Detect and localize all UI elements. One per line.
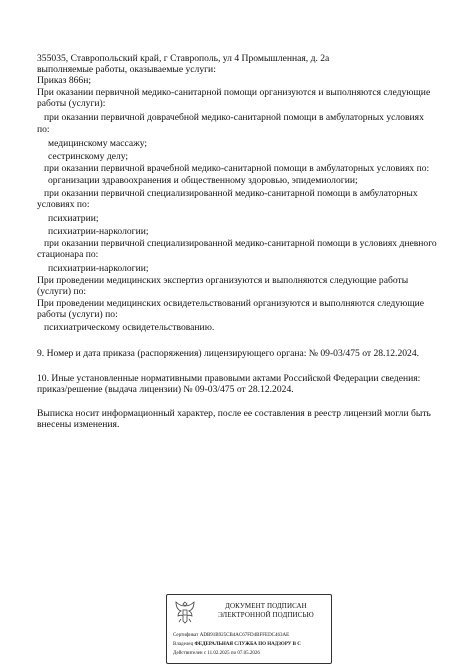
text-line: При проведении медицинских освидетельствований организуются и выполняются следующие [37,298,425,309]
disclaimer-line: Выписка носит информационный характер, после ее составления в реестр лицензий могли быть [37,408,431,419]
text-line: стационара по: [37,249,99,260]
text-line: При проведении медицинских экспертиз организуются и выполняются следующие работы [37,275,409,286]
stamp-title-line2: ЭЛЕКТРОННОЙ ПОДПИСЬЮ [218,611,314,619]
certificate-label: Сертификат [173,633,199,638]
address-line: 355035, Ставропольский край, г Ставрополь, ул 4 Промышленная, д. 2а [37,53,330,64]
stamp-title-line1: ДОКУМЕНТ ПОДПИСАН [225,602,307,610]
text-line: психиатрии-наркологии; [48,226,149,237]
coat-of-arms-icon [173,599,197,625]
text-line: психиатрическому освидетельствованию. [44,322,215,333]
text-line: организации здравоохранения и общественному здоровью, эпидемиологии; [48,175,358,186]
text-line: медицинскому массажу; [48,138,148,149]
text-line: сестринскому делу; [48,151,129,162]
stamp-owner-row [173,642,301,648]
text-line: при оказании первичной врачебной медико-санитарной помощи в амбулаторных условиях по: [44,163,430,174]
other-info-line: 10. Иные установленные нормативными правовыми актами Российской Федерации сведения: [37,373,421,384]
text-line: (услуги) по: [37,286,87,297]
text-line: Приказ 866н; [37,75,92,86]
owner-label: Владелец [173,642,194,647]
text-line: психиатрии-наркологии; [48,263,149,274]
stamp-validity-row [173,651,260,657]
stamp-certificate-row [173,633,289,639]
disclaimer-line: внесены изменения. [37,419,120,430]
text-line: психиатрии; [48,213,99,224]
other-info-line: приказ/решение (выдача лицензии) № 09-03/475 от 28.12.2024. [37,384,294,395]
validity-value: с 11.02.2025 по 07.05.2026 [203,651,260,656]
text-line: выполняемые работы, оказываемые услуги: [37,64,216,75]
electronic-signature-stamp [166,594,332,664]
order-number-line: 9. Номер и дата приказа (распоряжения) лицензирующего органа: № 09-03/475 от 28.12.2024. [37,348,420,359]
text-line: условиях по: [37,199,90,210]
text-line: по: [37,124,50,135]
text-line: при оказании первичной специализированной медико-санитарной помощи в условиях дневного [44,238,437,249]
validity-label: Действителен [173,651,203,656]
owner-value: ФЕДЕРАЛЬНАЯ СЛУЖБА ПО НАДЗОРУ В С [194,642,301,647]
text-line: при оказании первичной доврачебной медико-санитарной помощи в амбулаторных условиях [44,112,424,123]
text-line: работы (услуги): [37,98,106,109]
certificate-value: ADB91B925CB4AC67FD4BFFEDC463AE [199,633,290,638]
stamp-title [203,602,329,620]
text-line: работы (услуги) по: [37,309,118,320]
text-line: При оказании первичной медико-санитарной помощи организуются и выполняются следующие [37,87,431,98]
text-line: при оказании первичной специализированной медико-санитарной помощи в амбулаторных [44,188,418,199]
